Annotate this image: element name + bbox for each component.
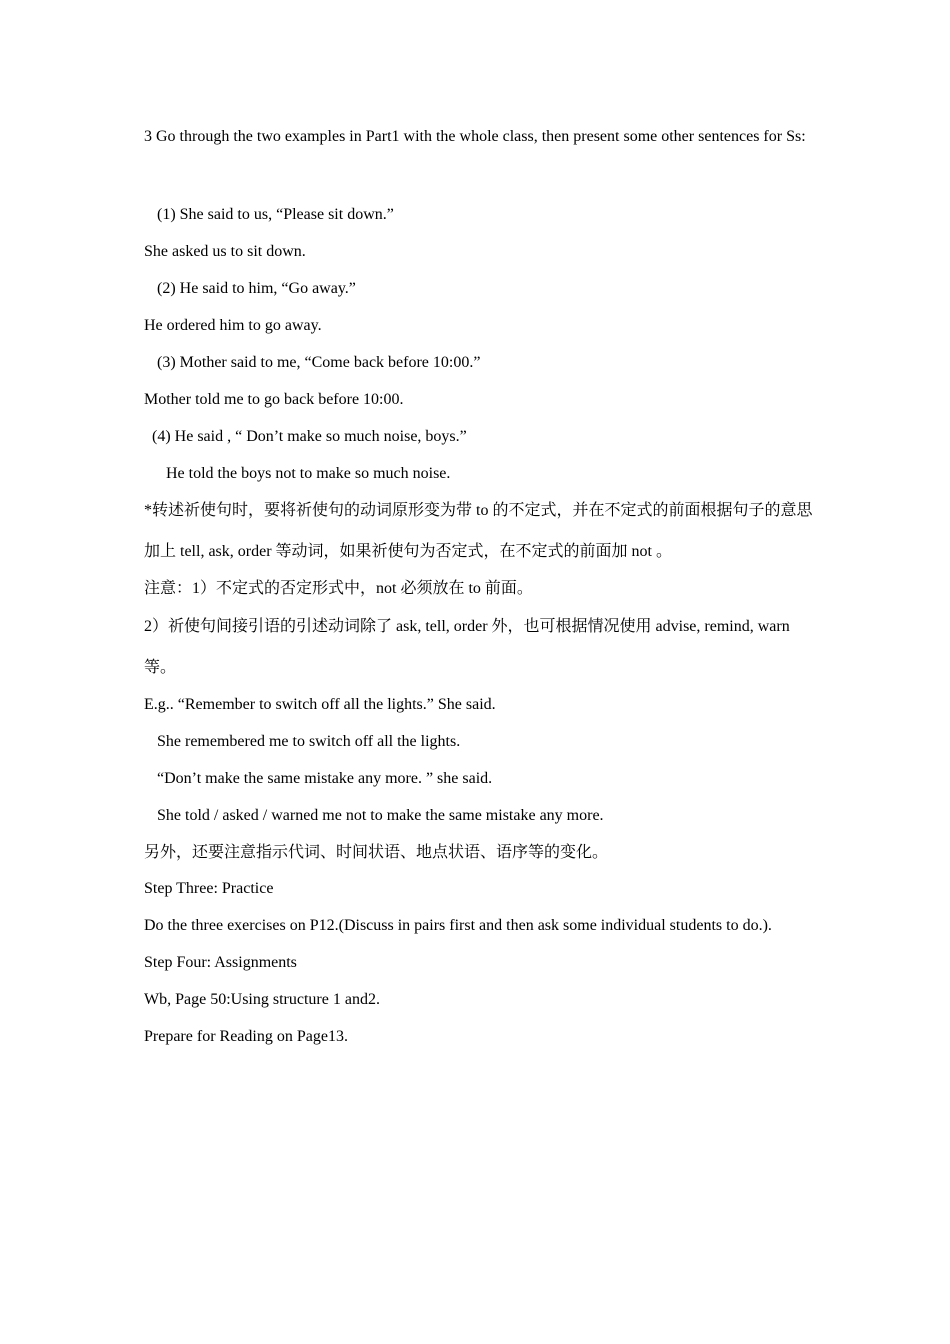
note-1: 注意：1）不定式的否定形式中，not 必须放在 to 前面。: [144, 580, 533, 597]
step-three-heading: Step Three: Practice: [144, 880, 274, 897]
example-2-indirect: He ordered him to go away.: [144, 317, 322, 334]
assignment-reading: Prepare for Reading on Page13.: [144, 1028, 348, 1045]
example-1-direct: (1) She said to us, “Please sit down.”: [157, 206, 394, 223]
example-3-direct: (3) Mother said to me, “Come back before 10:00.”: [157, 354, 481, 371]
paragraph-step-3: 3 Go through the two examples in Part1 with the whole class, then present some other sentences for Ss:: [144, 128, 806, 145]
example-4-direct: (4) He said , “ Don’t make so much noise, boys.”: [152, 428, 467, 445]
note-2: 2）祈使句间接引语的引述动词除了 ask, tell, order 外，也可根据情况使用 advise, remind, warn 等。: [144, 618, 790, 676]
example-eg2-direct: “Don’t make the same mistake any more. ” she said.: [157, 770, 493, 787]
example-3-indirect: Mother told me to go back before 10:00.: [144, 391, 404, 408]
practice-instruction: Do the three exercises on P12.(Discuss in pairs first and then ask some individual students to do.).: [144, 917, 772, 934]
step-four-heading: Step Four: Assignments: [144, 954, 297, 971]
grammar-note: *转述祈使句时，要将祈使句的动词原形变为带 to 的不定式，并在不定式的前面根据句子的意思加上 tell, ask, order 等动词，如果祈使句为否定式，在不定式的前面加 not 。: [144, 502, 813, 560]
example-2-direct: (2) He said to him, “Go away.”: [157, 280, 356, 297]
example-eg-indirect: She remembered me to switch off all the lights.: [157, 733, 461, 750]
assignment-workbook: Wb, Page 50:Using structure 1 and2.: [144, 991, 380, 1008]
example-4-indirect: He told the boys not to make so much noise.: [166, 465, 451, 482]
example-eg-direct: E.g.. “Remember to switch off all the lights.” She said.: [144, 696, 496, 713]
example-eg2-indirect: She told / asked / warned me not to make the same mistake any more.: [157, 807, 604, 824]
additional-note: 另外，还要注意指示代词、时间状语、地点状语、语序等的变化。: [144, 844, 609, 861]
example-1-indirect: She asked us to sit down.: [144, 243, 306, 260]
